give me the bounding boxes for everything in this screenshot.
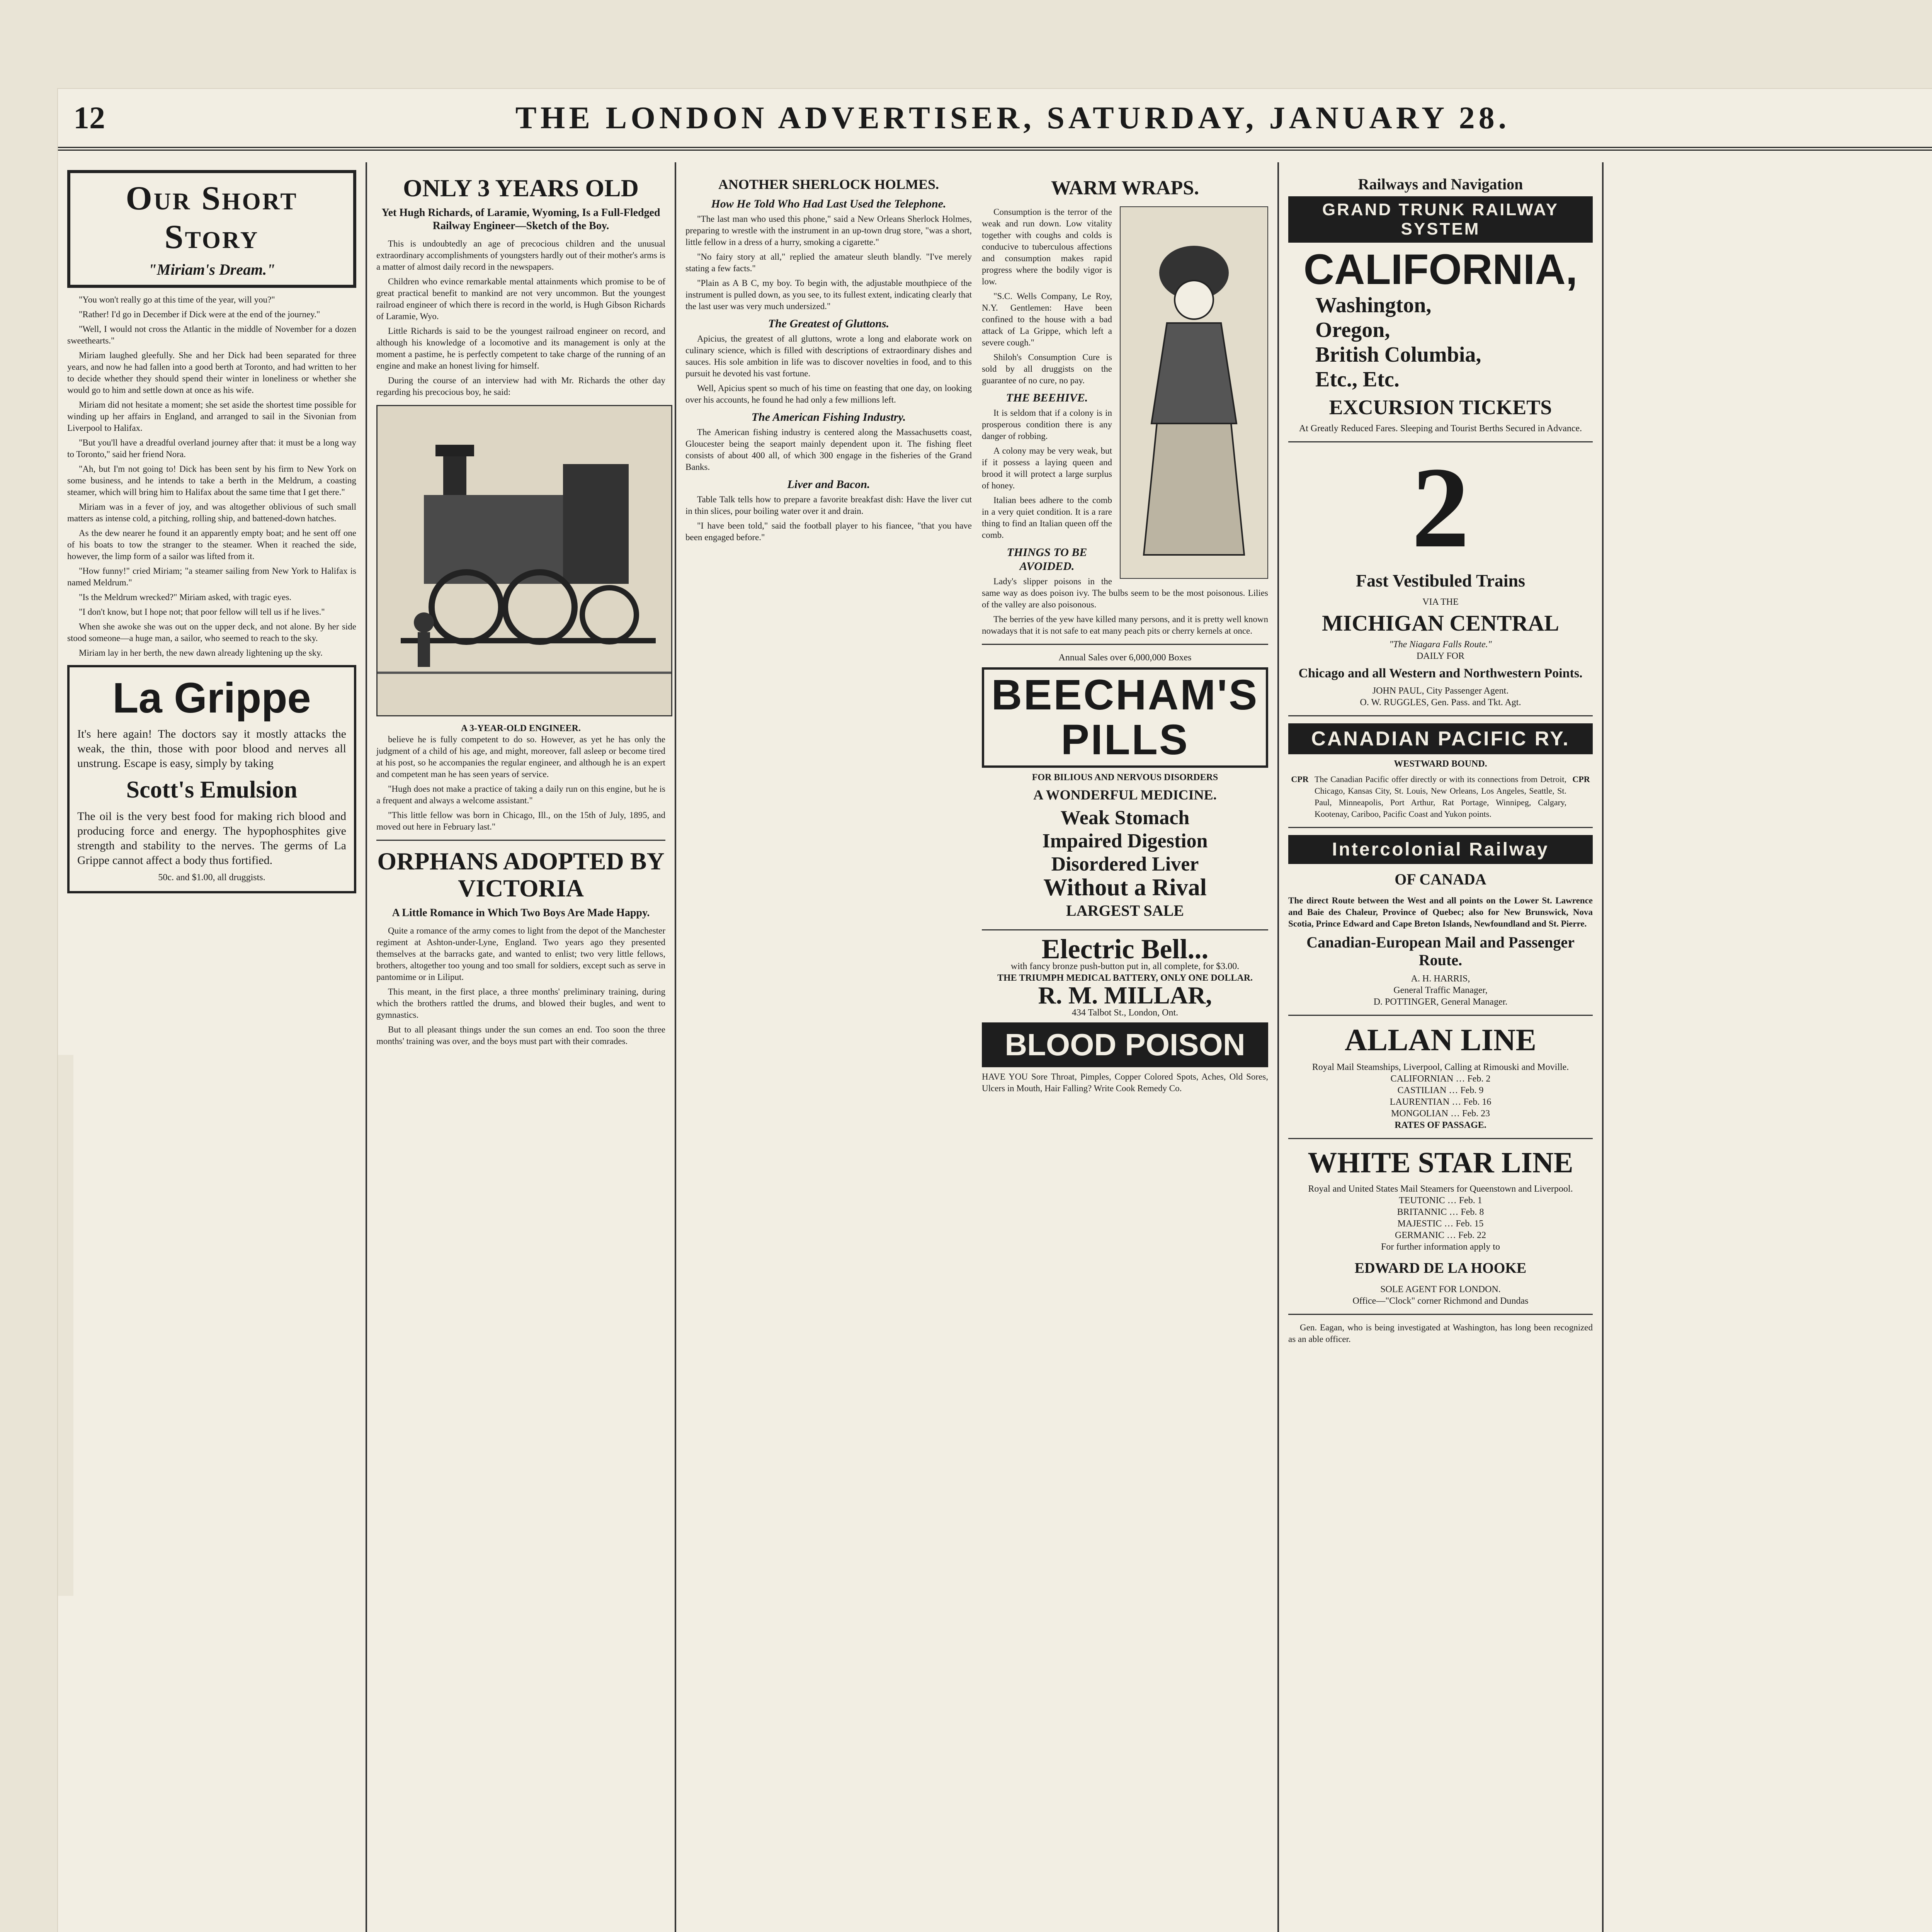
- divider: [982, 929, 1268, 930]
- intercolonial-banner: Intercolonial Railway: [1288, 835, 1593, 864]
- headline: Liver and Bacon.: [787, 478, 870, 491]
- office-line: Office—"Clock" corner Richmond and Dundas: [1352, 1296, 1529, 1306]
- allan-ship: CALIFORNIAN … Feb. 2: [1390, 1074, 1491, 1084]
- beecham-line: LARGEST SALE: [1066, 902, 1184, 919]
- article-paragraph: "S.C. Wells Company, Le Roy, N.Y. Gentlemen: Have been confined to the house with a bad attack of La Grippe, which left a severe cough.": [982, 291, 1112, 347]
- apply-line: For further information apply to: [1381, 1242, 1500, 1252]
- delahooke-title: SOLE AGENT FOR LONDON.: [1380, 1284, 1501, 1294]
- electric-name: R. M. MILLAR,: [1038, 981, 1212, 1009]
- story-paragraph: Miriam lay in her berth, the new dawn already lightening up the sky.: [79, 648, 323, 658]
- divider: [1288, 1314, 1593, 1315]
- beecham-line: Weak Stomach: [1060, 807, 1190, 829]
- article-paragraph: Shiloh's Consumption Cure is sold by all druggists on the guarantee of no cure, no pay.: [982, 352, 1112, 385]
- story-paragraph: Miriam was in a fever of joy, and was altogether oblivious of such small matters as intense cold, a pitching, rolling ship, and battened-down hatches.: [67, 502, 356, 523]
- story-paragraph: As the dew nearer he found it an apparently empty boat; and he sent off one of his boats to tow the stranger to the steamer. When it reached the side, however, the limp form of a sailor was lifted from it.: [67, 528, 356, 561]
- white-star-ship: TEUTONIC … Feb. 1: [1399, 1196, 1482, 1206]
- electric-address: 434 Talbot St., London, Ont.: [1071, 1008, 1179, 1018]
- article-paragraph: "No fairy story at all," replied the amateur sleuth blandly. "I've merely stating a few facts.": [685, 252, 972, 273]
- california-title: CALIFORNIA,: [1303, 246, 1578, 293]
- divider: [376, 840, 665, 841]
- article-paragraph: "I have been told," said the football player to his fiancee, "that you have been engaged before.": [685, 521, 972, 542]
- article-paragraph: The American fishing industry is centered along the Massachusetts coast, Gloucester being the seaport mainly dependent upon it. The fishing fleet consists of about 400 all, of which 300 engage in the fisheries of the Grand Banks.: [685, 427, 972, 472]
- white-star-line: WHITE STAR LINE: [1308, 1146, 1573, 1179]
- allan-text: Royal Mail Steamships, Liverpool, Calling at Rimouski and Moville.: [1312, 1062, 1569, 1072]
- white-star-ship: BRITANNIC … Feb. 8: [1397, 1207, 1484, 1217]
- article-paragraph: believe he is fully competent to do so. However, as yet he has only the judgment of a child of his age, and might, moreover, fall asleep or become tired at his post, so he accompanies the regular engineer, and although he is an expert and competent man he has seen years of service.: [376, 735, 665, 779]
- article-paragraph: This is undoubtedly an age of precocious children and the unusual extraordinary accomplishments of youngsters hardly out of their mother's arms is a matter of almost daily record in the newspapers.: [376, 239, 665, 272]
- image-caption: A 3-YEAR-OLD ENGINEER.: [461, 723, 581, 733]
- article-paragraph: Italian bees adhere to the comb in a very quiet condition. It is a rare thing to find an Italian queen off the comb.: [982, 495, 1112, 540]
- article-paragraph: "Plain as A B C, my boy. To begin with, the adjustable mouthpiece of the instrument is pulled down, as you see, to its fullest extent, indicating clearly that the last user was very much undersized.": [685, 278, 972, 311]
- article-paragraph: Lady's slipper poisons in the same way as does poison ivy. The bulbs seem to be the most poisonous. Lilies of the valley are also poisonous.: [982, 577, 1268, 609]
- agent: JOHN PAUL, City Passenger Agent.: [1372, 686, 1509, 696]
- via-label: VIA THE: [1422, 597, 1459, 607]
- article-paragraph: Well, Apicius spent so much of his time on feasting that one day, on looking over his accounts, he found he had only a few millions left.: [685, 383, 972, 405]
- masthead-title: THE LONDON ADVERTISER, SATURDAY, JANUARY 28.: [515, 100, 1510, 135]
- blood-poison-text: HAVE YOU Sore Throat, Pimples, Copper Colored Spots, Aches, Old Sores, Ulcers in Mouth, Hair Falling? Write Cook Remedy Co.: [982, 1072, 1268, 1093]
- story-paragraph: "I don't know, but I hope not; that poor fellow will tell us if he lives.": [79, 607, 325, 617]
- michigan-central: MICHIGAN CENTRAL: [1322, 611, 1559, 636]
- story-paragraph: Miriam did not hesitate a moment; she set aside the shortest time possible for winding up her affairs in England, and arranged to sail in the Sivonian from Liverpool to Halifax.: [67, 400, 356, 433]
- daily-label: DAILY FOR: [1416, 651, 1465, 661]
- electric-line: THE TRIUMPH MEDICAL BATTERY, ONLY ONE DOLLAR.: [997, 973, 1253, 983]
- locomotive-engraving: [376, 405, 672, 716]
- mail-route: Canadian-European Mail and Passenger Route.: [1306, 934, 1575, 969]
- divider: [1288, 441, 1593, 442]
- headline: THINGS TO BE AVOIDED.: [1007, 546, 1087, 573]
- story-paragraph: "Well, I would not cross the Atlantic in the middle of November for a dozen sweethearts.": [67, 324, 356, 345]
- intercolonial-text: The direct Route between the West and all points on the Lower St. Lawrence and Baie des Chaleur, Province of Quebec; also for New Brunswick, Nova Scotia, Prince Edward and Cape Breton Islands, Newfoundland and St. Pierre.: [1288, 896, 1593, 929]
- ad-text: The oil is the very best food for making rich blood and producing force and energy. The hypophosphites give strength and stability to the nerves. The germs of La Grippe cannot affect a body thus fortified.: [77, 810, 346, 867]
- story-paragraph: Miriam laughed gleefully. She and her Dick had been separated for three years, and now he had fallen into a good berth at Toronto, and had written to her to decide whether they should spend their winter in loneliness or whether she would go to him and settle down at once as his wife.: [67, 350, 356, 395]
- chicago-line: Chicago and all Western and Northwestern Points.: [1298, 666, 1583, 680]
- harris-title: General Traffic Manager,: [1393, 985, 1488, 995]
- la-grippe-ad: [67, 665, 356, 893]
- story-paragraph: "Rather! I'd go in December if Dick were at the end of the journey.": [79, 310, 320, 319]
- destination: Washington,: [1315, 293, 1432, 317]
- divider: [1288, 1015, 1593, 1016]
- article-paragraph: A colony may be very weak, but if it possess a laying queen and brood it will protect a large surplus of honey.: [982, 446, 1112, 490]
- headline: ORPHANS ADOPTED BY VICTORIA: [377, 847, 665, 902]
- column-railways: [1279, 162, 1604, 1932]
- of-canada: OF CANADA: [1395, 871, 1486, 888]
- delahooke: EDWARD DE LA HOOKE: [1354, 1260, 1527, 1276]
- divider: [1288, 827, 1593, 828]
- headline: The Greatest of Gluttons.: [768, 317, 889, 330]
- ad-footer: 50c. and $1.00, all druggists.: [158, 872, 265, 883]
- allan-ship: LAURENTIAN … Feb. 16: [1389, 1097, 1492, 1107]
- cpr-label: CPR: [1572, 774, 1590, 784]
- agent: O. W. RUGGLES, Gen. Pass. and Tkt. Agt.: [1360, 697, 1521, 707]
- electric-title: Electric Bell...: [1041, 934, 1209, 964]
- beecham-title: BEECHAM'S PILLS: [982, 667, 1268, 768]
- article-paragraph: Consumption is the terror of the weak and run down. Low vitality together with coughs and colds is conducive to tuberculous affections and consumption makes rapid progress where the bodily vigor is low.: [982, 207, 1112, 286]
- short-story-header: [67, 170, 356, 288]
- article-paragraph: This meant, in the first place, a three months' preliminary training, during which the brothers rattled the drums, and blowed their bugles, and went to gymnastics.: [376, 987, 665, 1020]
- article-paragraph: Apicius, the greatest of all gluttons, wrote a long and elaborate work on culinary science, which is filled with descriptions of extraordinary dishes and sauces. His sole ambition in life was to discover novelties in food, and to this pursuit he devoted his vast fortune.: [685, 334, 972, 378]
- article-paragraph: Gen. Eagan, who is being investigated at Washington, has long been recognized as an able officer.: [1288, 1323, 1593, 1344]
- story-paragraph: "How funny!" cried Miriam; "a steamer sailing from New York to Halifax is named Meldrum.": [67, 566, 356, 587]
- story-paragraph: "Ah, but I'm not going to! Dick has been sent by his firm to New York on some business, and he intends to take a berth in the Meldrum, a coasting steamer, which will bring him to Halifax about the same time that I get there.": [67, 464, 356, 497]
- canadian-pacific-banner: CANADIAN PACIFIC RY.: [1288, 723, 1593, 754]
- column-margin: [1604, 162, 1932, 1932]
- story-paragraph: "But you'll have a dreadful overland journey after that: it must be a long way to Toronto," said her friend Nora.: [67, 438, 356, 459]
- ad-text: It's here again! The doctors say it mostly attacks the weak, the thin, those with poor blood and nerves all unstrung. Escape is easy, simply by taking: [77, 728, 346, 770]
- article-paragraph: "This little fellow was born in Chicago, Ill., on the 15th of July, 1895, and moved out here in February last.": [376, 810, 665, 832]
- article-paragraph: Little Richards is said to be the youngest railroad engineer on record, and although his knowledge of a locomotive and its management is only at the moment a pastime, he is perfectly competent to take charge of the running of an engine and make an honest living for himself.: [376, 326, 665, 371]
- subhead: How He Told Who Had Last Used the Telephone.: [711, 197, 946, 210]
- torn-edge: [58, 1055, 73, 1596]
- article-paragraph: "The last man who used this phone," said a New Orleans Sherlock Holmes, preparing to wrestle with the instrument in an up-town drug store, "was a short, little fellow in a dress of a hurry, smoking a cigarette.": [685, 214, 972, 247]
- headline: WARM WRAPS.: [1051, 177, 1199, 199]
- allan-ship: MONGOLIAN … Feb. 23: [1391, 1109, 1490, 1119]
- article-paragraph: Children who evince remarkable mental attainments which promise to be of great practical benefit to mankind are not very uncommon. But the youngest railroad engineer of which there is record in the world, is Hugh Gibson Richards of Laramie, Wyo.: [376, 277, 665, 321]
- newspaper-page: [58, 89, 1932, 1932]
- electric-line: with fancy bronze push-button put in, all complete, for $3.00.: [1010, 961, 1240, 971]
- article-paragraph: The berries of the yew have killed many persons, and it is pretty well known nowadays that it is not safe to eat many peach pits or cherry kernels at once.: [982, 614, 1268, 636]
- cpr-text: The Canadian Pacific offer directly or with its connections from Detroit, Chicago, Kansas City, St. Louis, New Orleans, Los Angeles, Seattle, St. Paul, Minneapolis, Port Arthur, Rat Portage, Winnipeg, Calgary, Kootenay, Cariboo, Pacific Coast and Yukon points.: [1315, 774, 1566, 819]
- pottinger: D. POTTINGER, General Manager.: [1373, 997, 1508, 1007]
- allan-ship: CASTILIAN … Feb. 9: [1397, 1085, 1484, 1095]
- headline: THE BEEHIVE.: [1006, 391, 1088, 404]
- divider: [1288, 1138, 1593, 1139]
- article-paragraph: Table Talk tells how to prepare a favorite breakfast dish: Have the liver cut in thin slices, pour boiling water over it and drain.: [685, 495, 972, 516]
- story-paragraph: "Is the Meldrum wrecked?" Miriam asked, with tragic eyes.: [79, 592, 292, 602]
- subhead: Yet Hugh Richards, of Laramie, Wyoming, Is a Full-Fledged Railway Engineer—Sketch of the Boy.: [381, 207, 660, 232]
- grand-trunk-banner: GRAND TRUNK RAILWAY SYSTEM: [1288, 196, 1593, 243]
- locomotive-illustration: [378, 406, 671, 715]
- headline: The American Fishing Industry.: [751, 411, 906, 423]
- subhead: A Little Romance in Which Two Boys Are Made Happy.: [392, 907, 650, 919]
- subcolumn-right: [982, 170, 1268, 1098]
- article-paragraph: "Hugh does not make a practice of taking a daily run on this engine, but he is a frequent and always a welcome assistant.": [376, 784, 665, 805]
- allan-line: ALLAN LINE: [1345, 1023, 1536, 1057]
- harris: A. H. HARRIS,: [1411, 974, 1470, 984]
- divider: [1288, 715, 1593, 716]
- article-paragraph: But to all pleasant things under the sun comes an end. Too soon the three months' training was over, and the boys must part with their comrades.: [376, 1025, 665, 1046]
- article-paragraph: During the course of an interview had with Mr. Richards the other day regarding his precocious boy, he said:: [376, 376, 665, 397]
- beecham-line: FOR BILIOUS AND NERVOUS DISORDERS: [1032, 772, 1218, 782]
- beecham-line: A WONDERFUL MEDICINE.: [1033, 787, 1217, 803]
- page-number: 12: [73, 100, 105, 135]
- story-paragraph: When she awoke she was out on the upper deck, and not alone. By her side stood someone—a huge man, a sailor, who seemed to reach to the sky.: [67, 622, 356, 643]
- trains-title: Fast Vestibuled Trains: [1356, 571, 1525, 590]
- column-engineer: [367, 162, 676, 1932]
- white-star-text: Royal and United States Mail Steamers for Queenstown and Liverpool.: [1308, 1184, 1573, 1194]
- blood-poison-title: BLOOD POISON: [982, 1022, 1268, 1067]
- headline: ONLY 3 YEARS OLD: [403, 174, 639, 202]
- cpr-label: CPR: [1291, 774, 1309, 784]
- destination: British Columbia,: [1315, 343, 1481, 367]
- ad-title: La Grippe: [112, 674, 311, 722]
- beecham-line: Without a Rival: [1043, 874, 1207, 901]
- destination: Etc., Etc.: [1315, 367, 1400, 391]
- destination: Oregon,: [1315, 318, 1390, 342]
- white-star-ship: MAJESTIC … Feb. 15: [1397, 1219, 1484, 1229]
- divider: [982, 644, 1268, 645]
- two-trains-numeral: 2: [1412, 443, 1469, 571]
- cpr-box: [1288, 774, 1593, 820]
- section-title: Our Short Story: [126, 180, 298, 256]
- excursion-text: At Greatly Reduced Fares. Sleeping and Tourist Berths Secured in Advance.: [1299, 423, 1582, 434]
- column-short-story: [58, 162, 367, 1932]
- story-paragraph: "You won't really go at this time of the year, will you?": [79, 295, 275, 304]
- section-header: Railways and Navigation: [1358, 175, 1523, 193]
- beecham-line: Disordered Liver: [1051, 853, 1199, 875]
- niagara-route: "The Niagara Falls Route.": [1389, 639, 1492, 650]
- woman-in-wrap-illustration: [1121, 207, 1267, 578]
- article-paragraph: It is seldom that if a colony is in prosperous condition there is any danger of robbing.: [982, 408, 1112, 441]
- subcolumn-left: [685, 170, 972, 1098]
- headline: ANOTHER SHERLOCK HOLMES.: [718, 177, 939, 192]
- excursion-title: EXCURSION TICKETS: [1329, 396, 1552, 419]
- column-misc: [676, 162, 1279, 1932]
- ad-product: Scott's Emulsion: [126, 777, 298, 803]
- rates-label: RATES OF PASSAGE.: [1395, 1120, 1486, 1130]
- masthead: [58, 89, 1932, 151]
- westward-label: WESTWARD BOUND.: [1394, 759, 1487, 769]
- fashion-engraving: [1120, 206, 1268, 579]
- white-star-ship: GERMANIC … Feb. 22: [1395, 1230, 1486, 1240]
- story-title: "Miriam's Dream.": [148, 261, 276, 278]
- beecham-top: Annual Sales over 6,000,000 Boxes: [1058, 653, 1192, 663]
- article-paragraph: Quite a romance of the army comes to light from the depot of the Manchester regiment at Ashton-under-Lyne, England. Two years ago they presented themselves at the barracks gate, and wanted to enlist; two very little fellows, brothers, altogether too young and too small for soldiers, except such as serve in pantomime or in Liliput.: [376, 926, 665, 982]
- beecham-line: Impaired Digestion: [1042, 830, 1208, 852]
